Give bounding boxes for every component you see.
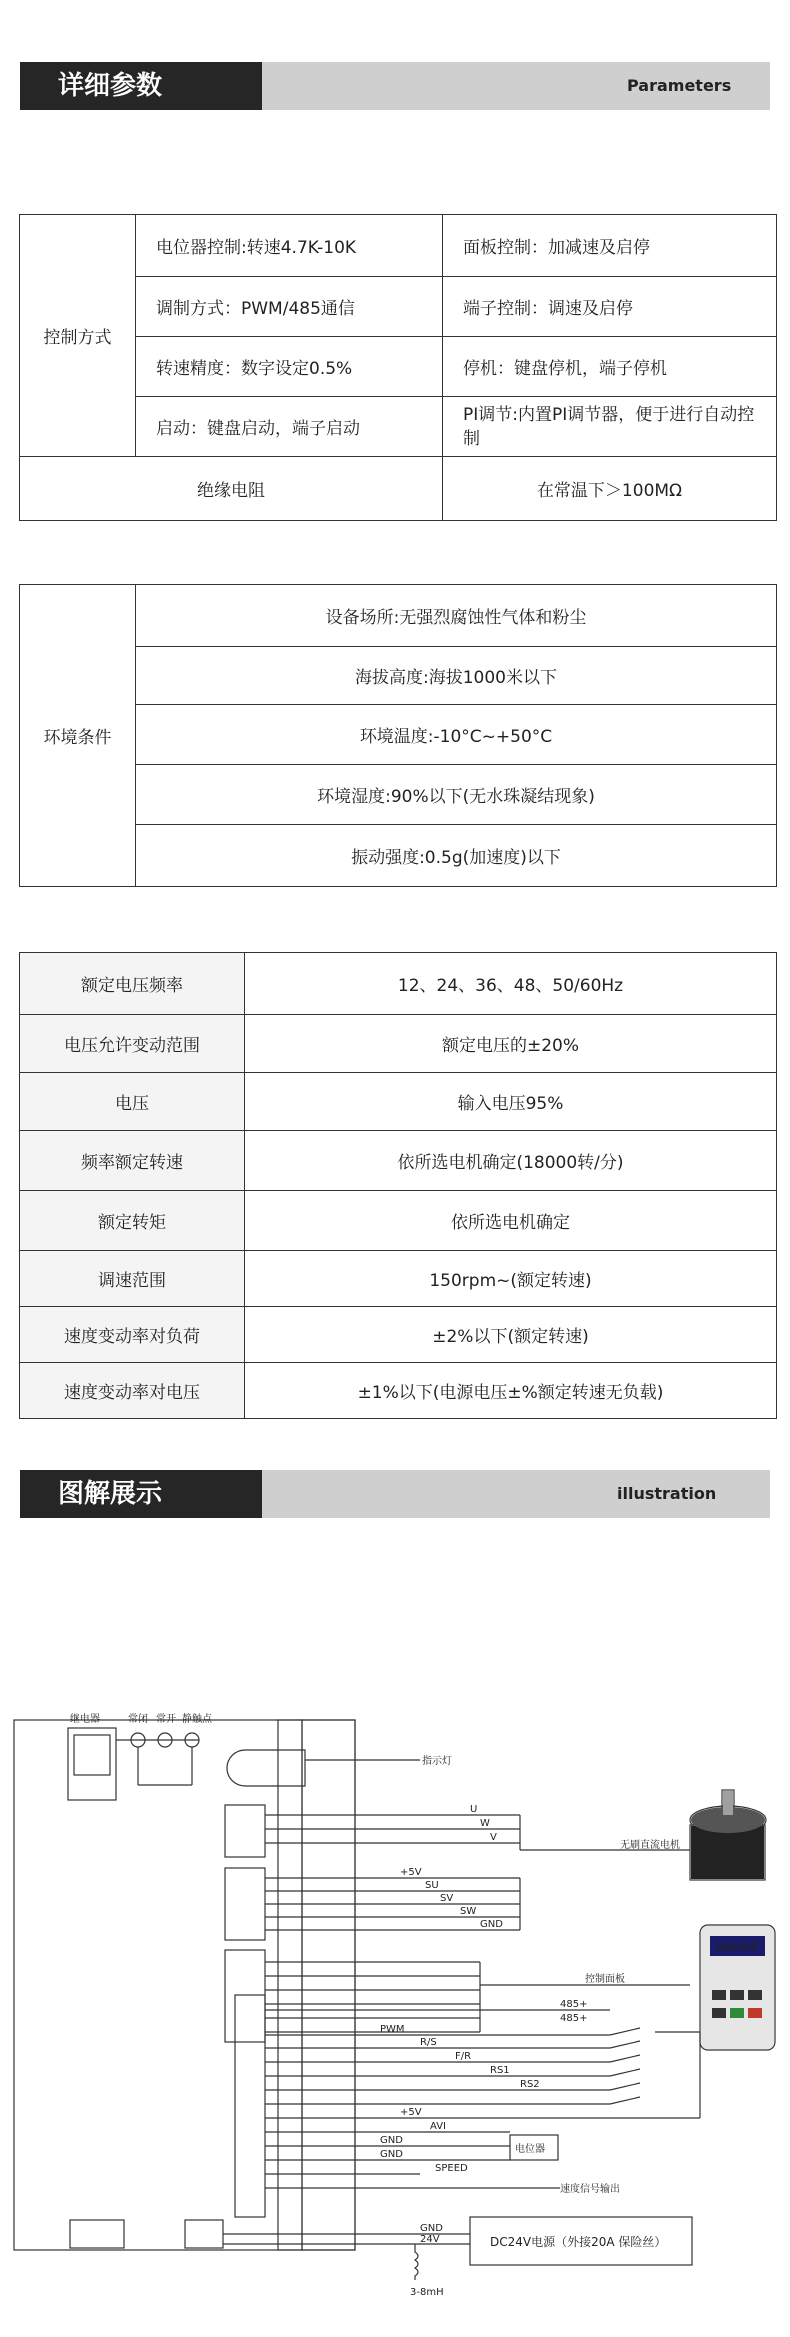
specs-table bbox=[19, 952, 777, 1419]
relay-contact bbox=[74, 1735, 110, 1775]
motor-shaft-fill bbox=[723, 1791, 733, 1815]
panel-key bbox=[730, 1990, 744, 2000]
label-rs2: RS2 bbox=[520, 2079, 540, 2090]
environment-table bbox=[19, 584, 777, 887]
control-cell: 启动：键盘启动，端子启动 bbox=[136, 397, 443, 457]
spec-value: 150rpm~(额定转速) bbox=[245, 1251, 777, 1307]
spec-value: 12、24、36、48、50/60Hz bbox=[245, 953, 777, 1015]
spec-key: 频率额定转速 bbox=[20, 1131, 245, 1191]
label-com: 静触点 bbox=[182, 1714, 212, 1725]
section-header-illustration bbox=[20, 1470, 770, 1518]
label-pot: 电位器 bbox=[515, 2144, 545, 2155]
panel-key bbox=[748, 1990, 762, 2000]
spec-value: 依所选电机确定(18000转/分) bbox=[245, 1131, 777, 1191]
control-panel-display-text: 888888 bbox=[716, 1941, 758, 1954]
panel-key bbox=[712, 2008, 726, 2018]
relay-box bbox=[68, 1728, 116, 1800]
label-nc: 常闭 bbox=[128, 1714, 148, 1725]
environment-cell: 振动强度:0.5g(加速度)以下 bbox=[136, 825, 777, 887]
control-cell: 面板控制：加减速及启停 bbox=[443, 215, 777, 277]
label-5v-io: +5V bbox=[400, 2107, 422, 2118]
label-sw: SW bbox=[460, 1906, 477, 1917]
label-gnd-power: GND bbox=[420, 2223, 443, 2234]
terminal-strip-right bbox=[302, 1720, 355, 2250]
section-subtitle: illustration bbox=[617, 1484, 717, 1503]
indicator-lamp bbox=[227, 1750, 305, 1786]
label-no: 常开 bbox=[156, 1714, 176, 1725]
label-sv: SV bbox=[440, 1893, 454, 1904]
label-w: W bbox=[480, 1818, 490, 1829]
spec-key: 速度变动率对负荷 bbox=[20, 1307, 245, 1363]
label-485b: 485+ bbox=[560, 2013, 588, 2024]
spec-value: 额定电压的±20% bbox=[245, 1015, 777, 1073]
label-rs1: RS1 bbox=[490, 2065, 510, 2076]
spec-key: 电压 bbox=[20, 1073, 245, 1131]
controller-board bbox=[14, 1720, 355, 2250]
section-subtitle: Parameters bbox=[627, 76, 732, 95]
label-5v: +5V bbox=[400, 1867, 422, 1878]
control-cell: 调制方式：PWM/485通信 bbox=[136, 277, 443, 337]
inductor bbox=[415, 2244, 418, 2280]
spec-value: ±1%以下(电源电压±%额定转速无负载) bbox=[245, 1363, 777, 1419]
label-panel: 控制面板 bbox=[585, 1974, 625, 1985]
label-485a: 485+ bbox=[560, 1999, 588, 2010]
spec-value: ±2%以下(额定转速) bbox=[245, 1307, 777, 1363]
spec-key: 速度变动率对电压 bbox=[20, 1363, 245, 1419]
section-subtitle-bar bbox=[262, 62, 770, 110]
connector-io bbox=[235, 1995, 265, 2217]
label-gnd: GND bbox=[480, 1919, 503, 1930]
environment-cell: 设备场所:无强烈腐蚀性气体和粉尘 bbox=[136, 585, 777, 647]
terminal-strip bbox=[278, 1720, 302, 2250]
control-cell: 端子控制：调速及启停 bbox=[443, 277, 777, 337]
label-avi: AVI bbox=[430, 2121, 446, 2132]
label-inductor: 3-8mH bbox=[410, 2287, 444, 2298]
spec-key: 调速范围 bbox=[20, 1251, 245, 1307]
spec-value: 依所选电机确定 bbox=[245, 1191, 777, 1251]
spec-value: 输入电压95% bbox=[245, 1073, 777, 1131]
label-indicator: 指示灯 bbox=[422, 1756, 452, 1767]
control-table bbox=[19, 214, 777, 521]
label-plate bbox=[70, 2220, 124, 2248]
label-motor: 无刷直流电机 bbox=[620, 1840, 680, 1851]
label-gnd-io: GND bbox=[380, 2135, 403, 2146]
label-fr: F/R bbox=[455, 2051, 472, 2062]
control-cell: 停机：键盘停机，端子停机 bbox=[443, 337, 777, 397]
connector-motor bbox=[225, 1805, 265, 1857]
label-rs: R/S bbox=[420, 2037, 437, 2048]
label-u: U bbox=[470, 1804, 478, 1815]
label-speed-out: 速度信号输出 bbox=[560, 2184, 620, 2195]
spec-key: 电压允许变动范围 bbox=[20, 1015, 245, 1073]
control-label: 控制方式 bbox=[20, 215, 136, 457]
motor-body-fill bbox=[691, 1826, 764, 1879]
control-cell: PI调节:内置PI调节器，便于进行自动控制 bbox=[443, 397, 777, 457]
insulation-value: 在常温下＞100MΩ bbox=[443, 457, 777, 521]
label-speed: SPEED bbox=[435, 2163, 468, 2174]
panel-key-run bbox=[730, 2008, 744, 2018]
spec-key: 额定转矩 bbox=[20, 1191, 245, 1251]
environment-label: 环境条件 bbox=[20, 585, 136, 887]
label-relay: 继电器 bbox=[70, 1714, 100, 1725]
panel-key bbox=[712, 1990, 726, 2000]
control-cell: 电位器控制:转速4.7K-10K bbox=[136, 215, 443, 277]
connector-power bbox=[185, 2220, 223, 2248]
section-title: 详细参数 bbox=[20, 62, 262, 110]
environment-cell: 环境湿度:90%以下(无水珠凝结现象) bbox=[136, 765, 777, 825]
wiring-diagram bbox=[0, 1640, 790, 2337]
environment-cell: 海拔高度:海拔1000米以下 bbox=[136, 647, 777, 705]
connector-hall bbox=[225, 1868, 265, 1940]
control-cell: 转速精度：数字设定0.5% bbox=[136, 337, 443, 397]
label-su: SU bbox=[425, 1880, 439, 1891]
label-24v: 24V bbox=[420, 2234, 440, 2245]
label-gnd-io2: GND bbox=[380, 2149, 403, 2160]
section-title: 图解展示 bbox=[20, 1470, 262, 1518]
section-header-parameters bbox=[20, 62, 770, 110]
spec-key: 额定电压频率 bbox=[20, 953, 245, 1015]
label-power: DC24V电源（外接20A 保险丝） bbox=[490, 2235, 667, 2249]
label-pwm: PWM bbox=[380, 2024, 405, 2035]
environment-cell: 环境温度:-10°C~+50°C bbox=[136, 705, 777, 765]
connector-panel bbox=[225, 1950, 265, 2042]
insulation-label: 绝缘电阻 bbox=[20, 457, 443, 521]
section-subtitle-bar bbox=[262, 1470, 770, 1518]
panel-key-stop bbox=[748, 2008, 762, 2018]
label-v: V bbox=[490, 1832, 497, 1843]
